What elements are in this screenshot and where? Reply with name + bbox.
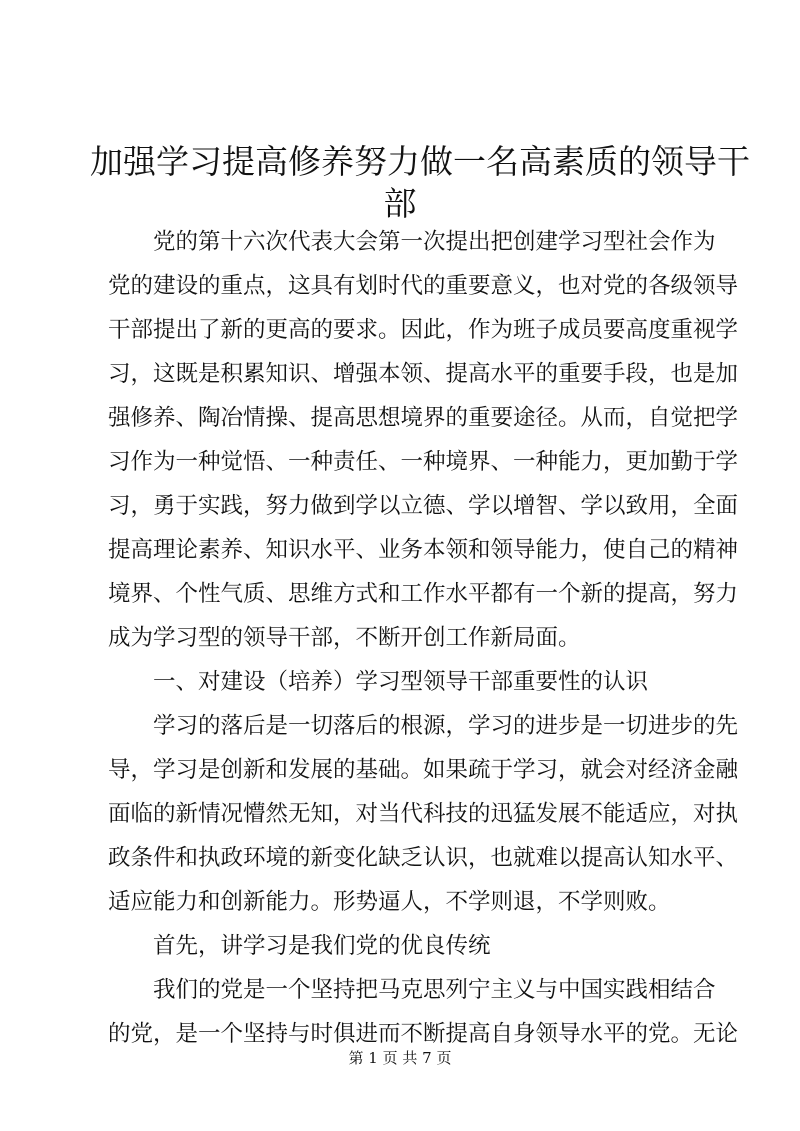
section-heading: 一、对建设（培养）学习型领导干部重要性的认识	[108, 669, 649, 695]
body-line: 的党，是一个坚持与时俱进而不断提高自身领导水平的党。无论	[108, 1021, 739, 1047]
body-line: 干部提出了新的更高的要求。因此，作为班子成员要高度重视学	[108, 317, 739, 343]
body-line: 党的第十六次代表大会第一次提出把创建学习型社会作为	[108, 229, 716, 255]
body-line: 提高理论素养、知识水平、业务本领和领导能力，使自己的精神	[108, 537, 739, 563]
body-line: 强修养、陶冶情操、提高思想境界的重要途径。从而，自觉把学	[108, 405, 739, 431]
document-title-line-2: 部	[383, 184, 417, 223]
body-line: 成为学习型的领导干部，不断开创工作新局面。	[108, 625, 581, 651]
body-line: 政条件和执政环境的新变化缺乏认识，也就难以提高认知水平、	[108, 845, 739, 871]
body-line: 境界、个性气质、思维方式和工作水平都有一个新的提高，努力	[108, 581, 739, 607]
body-line: 习，这既是积累知识、增强本领、提高水平的重要手段，也是加	[108, 361, 739, 387]
body-line: 适应能力和创新能力。形势逼人，不学则退，不学则败。	[108, 889, 671, 915]
document-title-line-1: 加强学习提高修养努力做一名高素质的领导干	[90, 142, 750, 181]
page-number-footer: 第 1 页 共 7 页	[348, 1049, 452, 1067]
body-line: 党的建设的重点，这具有划时代的重要意义，也对党的各级领导	[108, 273, 739, 299]
body-line: 导，学习是创新和发展的基础。如果疏于学习，就会对经济金融	[108, 757, 739, 783]
body-line: 面临的新情况懵然无知，对当代科技的迅猛发展不能适应，对执	[108, 801, 739, 827]
body-line: 我们的党是一个坚持把马克思列宁主义与中国实践相结合	[108, 977, 716, 1003]
subsection-heading: 首先，讲学习是我们党的优良传统	[108, 933, 491, 959]
body-line: 习作为一种觉悟、一种责任、一种境界、一种能力，更加勤于学	[108, 449, 739, 475]
body-line: 习，勇于实践，努力做到学以立德、学以增智、学以致用，全面	[108, 493, 739, 519]
body-line: 学习的落后是一切落后的根源，学习的进步是一切进步的先	[108, 713, 739, 739]
